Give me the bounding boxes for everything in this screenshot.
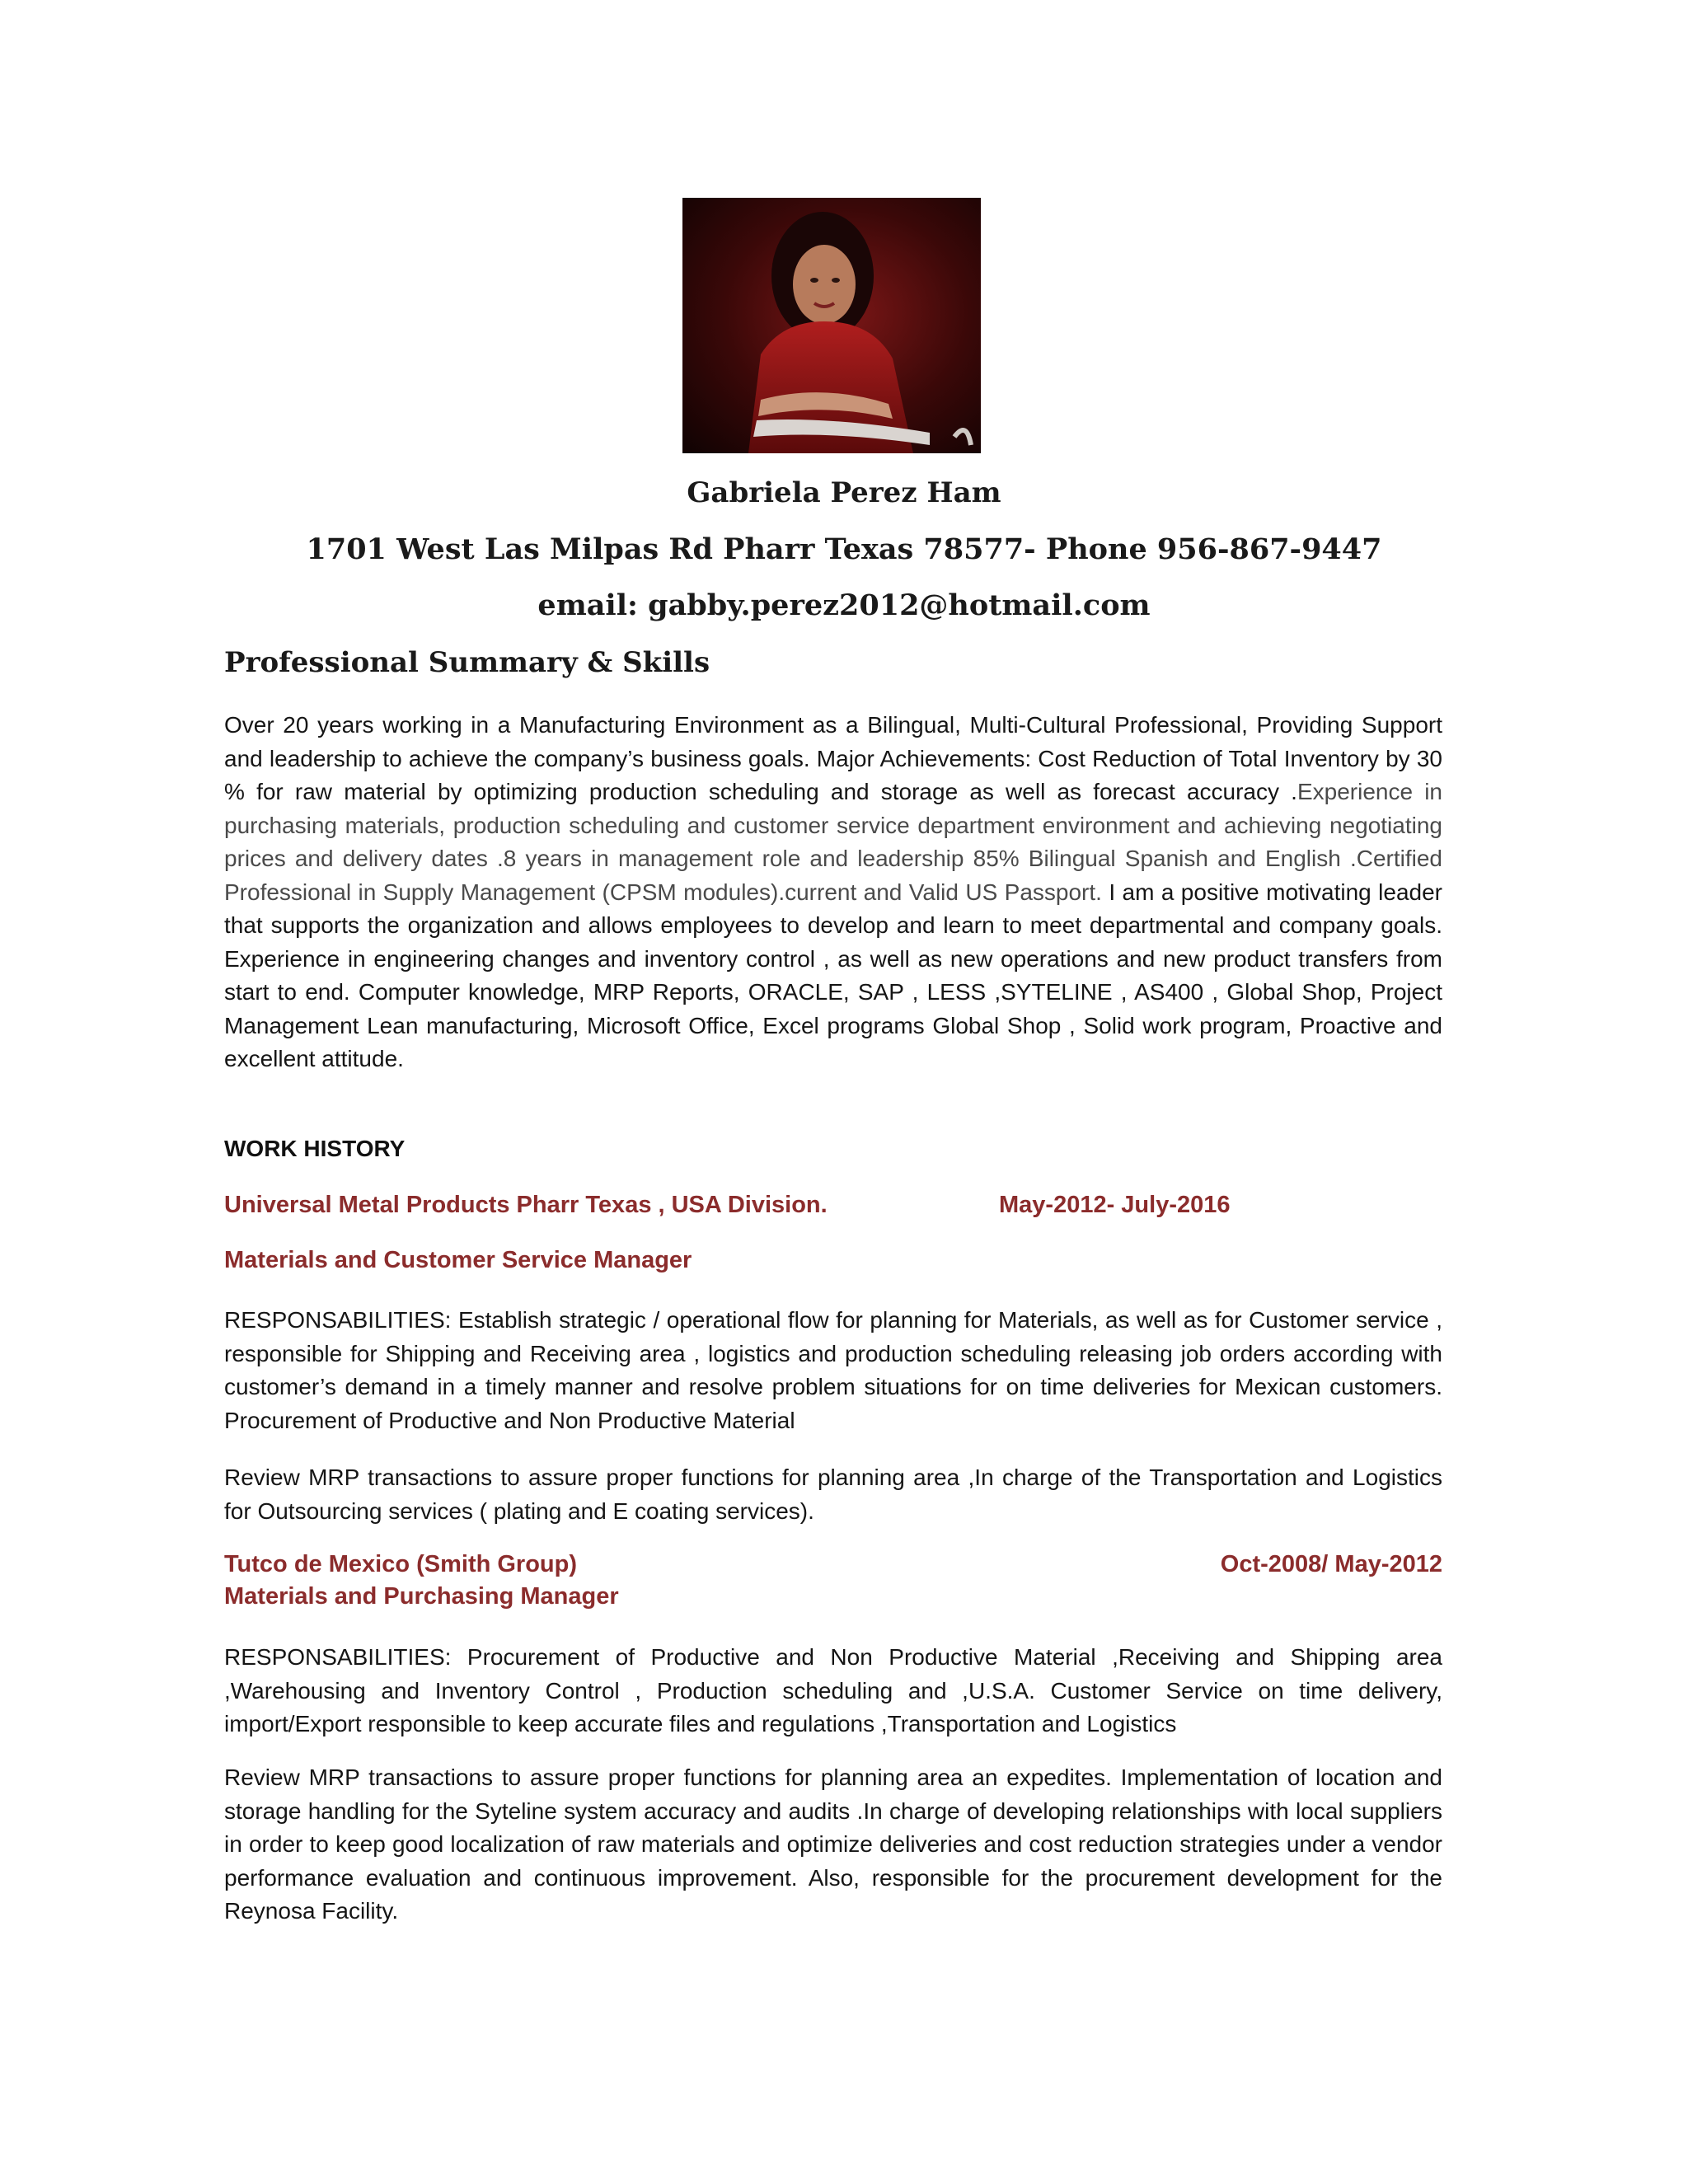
summary-heading: Professional Summary & Skills	[224, 646, 710, 679]
summary-text-part1: Over 20 years working in a Manufacturing Environment as a Bilingual, Multi-Cultural Professional, Providing Support and leadership to achieve the company’s business goals. Major Achievements: Cost Reduction of Total Inventory by 30 % for raw material by optimizing production scheduling and storage as well as forecast accuracy .	[224, 712, 1442, 804]
job1-company: Universal Metal Products Pharr Texas , USA Division.	[224, 1192, 828, 1218]
job2-dates: Oct-2008/ May-2012	[1220, 1551, 1442, 1577]
summary-paragraph	[224, 709, 1442, 1076]
candidate-name: Gabriela Perez Ham	[687, 476, 1001, 509]
summary-text-part3: I am a positive motivating leader that supports the organization and allows employees to develop and learn to meet departmental and company goals. Experience in engineering changes and inventory control , as well as new operations and new product transfers from start to end. Computer knowledge, MRP Reports, ORACLE, SAP , LESS ,SYTELINE , AS400 , Global Shop, Project Management Lean manufacturing, Microsoft Office, Excel programs Global Shop , Solid work program, Proactive and excellent attitude.	[224, 879, 1442, 1071]
job2-responsibilities: RESPONSABILITIES: Procurement of Productive and Non Productive Material ,Receiving and Shipping area ,Warehousing and Inventory Control , Production scheduling and ,U.S.A. Customer Service on time delivery, import/Export responsible to keep accurate files and regulations ,Transportation and Logistics	[224, 1644, 1442, 1736]
address-phone: 1701 West Las Milpas Rd Pharr Texas 78577- Phone 956-867-9447	[306, 532, 1382, 566]
profile-photo	[682, 198, 981, 453]
job1-title: Materials and Customer Service Manager	[224, 1247, 692, 1273]
email-line: email: gabby.perez2012@hotmail.com	[537, 588, 1151, 622]
work-history-heading: WORK HISTORY	[224, 1136, 406, 1161]
job2-company: Tutco de Mexico (Smith Group)	[224, 1551, 578, 1577]
job2-review: Review MRP transactions to assure proper functions for planning area an expedites. Implementation of location and storage handling for the Syteline system accuracy and audits .In charge of developing relationships with local suppliers in order to keep good localization of raw materials and optimize deliveries and cost reduction strategies under a vendor performance evaluation and continuous improvement. Also, responsible for the procurement development for the Reynosa Facility.	[224, 1765, 1442, 1924]
job2-company-line	[224, 1551, 1442, 1578]
job1-review: Review MRP transactions to assure proper functions for planning area ,In charge of the Transportation and Logistics for Outsourcing services ( plating and E coating services).	[224, 1465, 1442, 1524]
job1-company-line	[224, 1192, 1442, 1219]
job1-responsibilities: RESPONSABILITIES: Establish strategic / operational flow for planning for Materials, as well as for Customer service , responsible for Shipping and Receiving area , logistics and production scheduling releasing job orders according with customer’s demand in a timely manner and resolve problem situations for on time deliveries for Mexican customers. Procurement of Productive and Non Productive Material	[224, 1307, 1442, 1433]
job2-title: Materials and Purchasing Manager	[224, 1583, 619, 1610]
summary-text-part2: Experience in purchasing materials, production scheduling and customer service department environment and achieving negotiating prices and delivery dates .8 years in management role and leadership 85% Bilingual Spanish and English .Certified Professional in Supply Management (CPSM modules).current and Valid US Passport.	[224, 779, 1442, 905]
job1-dates: May-2012- July-2016	[999, 1192, 1231, 1218]
